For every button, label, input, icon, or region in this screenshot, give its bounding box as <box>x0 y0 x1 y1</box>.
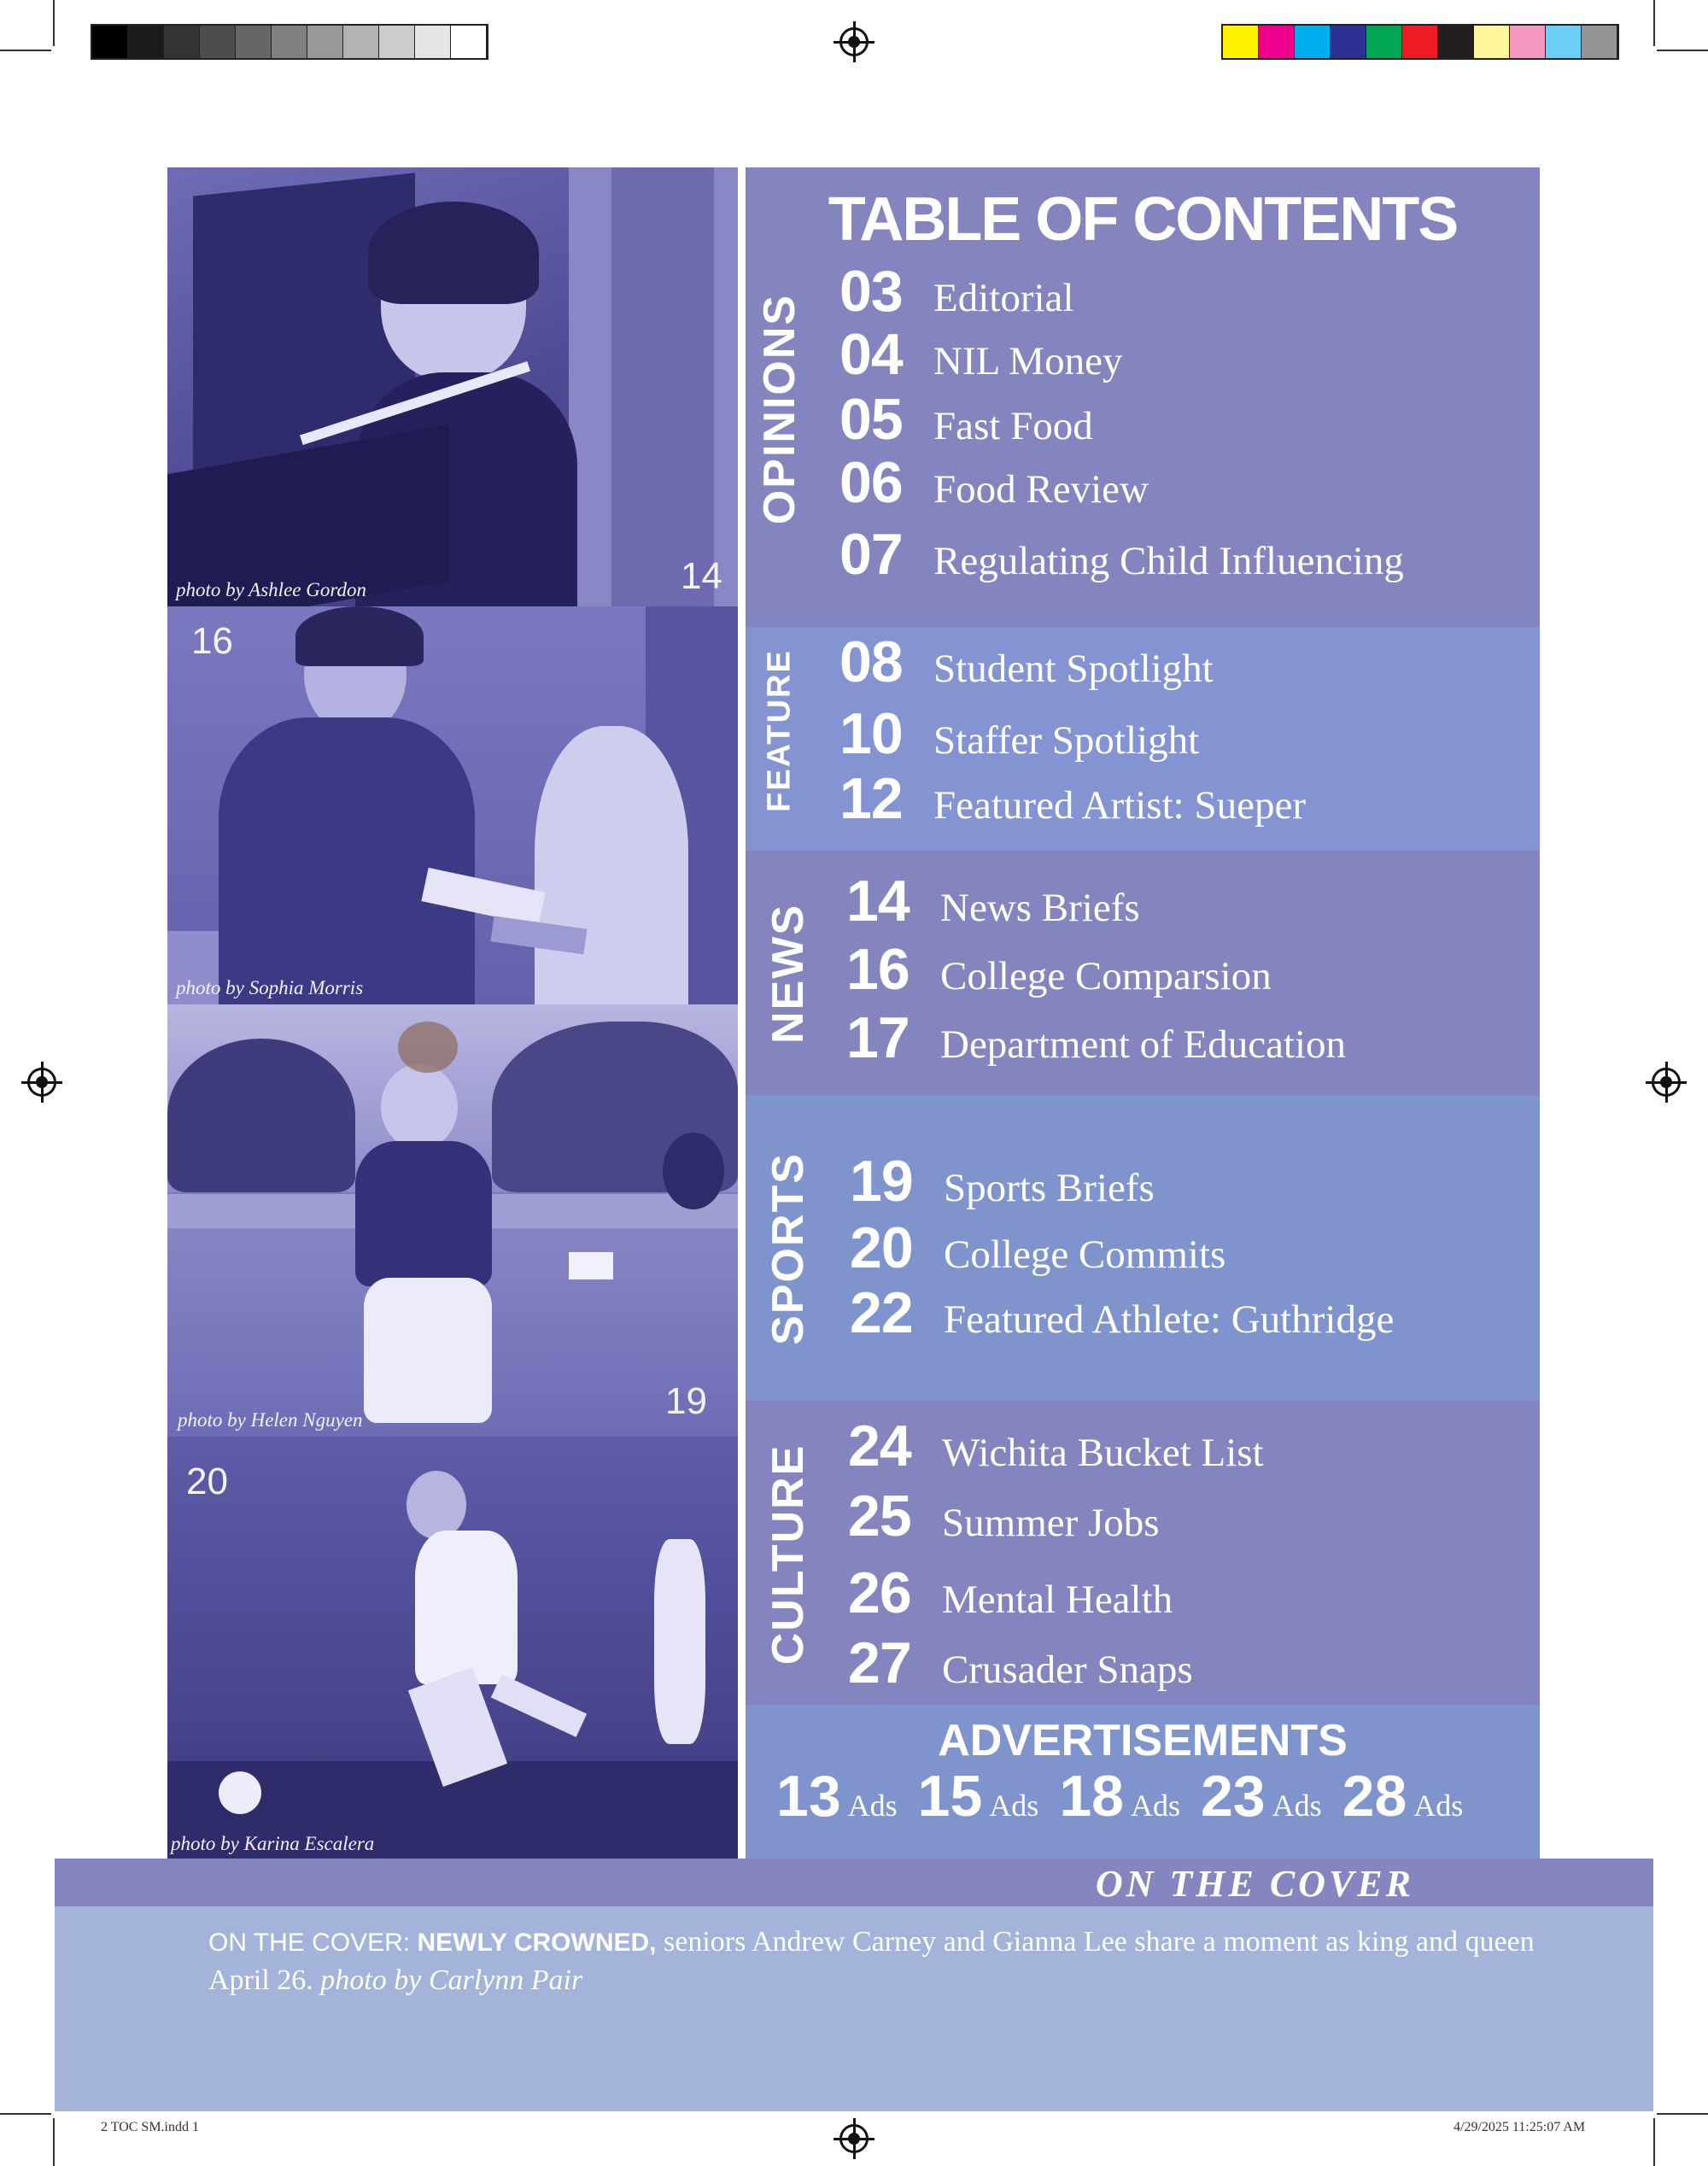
photo-page-number: 14 <box>681 555 722 597</box>
color-swatch <box>1259 26 1295 58</box>
entry-title: Crusader Snaps <box>942 1648 1193 1692</box>
page-number: 26 <box>848 1560 911 1625</box>
section-label-sports: SPORTS <box>763 1152 813 1345</box>
ads-list <box>776 1763 1483 1829</box>
crop-mark <box>1657 50 1708 51</box>
photo-page-number: 20 <box>186 1461 228 1502</box>
toc-title: TABLE OF CONTENTS <box>828 185 1458 254</box>
registration-mark-icon <box>839 27 869 56</box>
section-sports <box>746 1095 1540 1401</box>
color-swatch <box>1295 26 1331 58</box>
page-number: 15 <box>917 1764 983 1829</box>
color-swatch <box>379 26 415 58</box>
color-swatch <box>307 26 343 58</box>
process-color-bar <box>1221 24 1619 60</box>
toc-entry[interactable] <box>848 1560 1173 1626</box>
registration-mark-icon <box>1652 1068 1681 1097</box>
entry-title: Editorial <box>933 276 1074 320</box>
ad-entry[interactable] <box>1201 1763 1322 1829</box>
crop-mark <box>1657 2113 1708 2115</box>
toc-entry[interactable] <box>848 1413 1264 1479</box>
toc-entry[interactable] <box>850 1279 1394 1346</box>
slug-file-name: 2 TOC SM.indd 1 <box>101 2120 199 2134</box>
page-number: 03 <box>839 259 903 324</box>
toc-entry[interactable] <box>839 386 1093 453</box>
entry-title: Food Review <box>933 467 1149 512</box>
cover-photo-credit: photo by Carlynn Pair <box>320 1964 583 1996</box>
page-number: 10 <box>839 701 903 766</box>
section-news <box>746 851 1540 1095</box>
toc-entry[interactable] <box>848 1630 1193 1696</box>
page-number: 14 <box>846 869 910 934</box>
color-swatch <box>1366 26 1402 58</box>
section-opinions <box>746 167 1540 627</box>
color-swatch <box>200 26 236 58</box>
color-swatch <box>236 26 272 58</box>
page-number: 22 <box>850 1280 913 1345</box>
ad-entry[interactable] <box>918 1763 1039 1829</box>
page-number: 24 <box>848 1414 911 1478</box>
color-swatch <box>1510 26 1546 58</box>
ad-label: Ads <box>1272 1788 1322 1823</box>
toc-entry[interactable] <box>839 629 1214 695</box>
photo-soccer-player <box>167 1437 738 1859</box>
registration-mark-icon <box>839 2124 869 2153</box>
ad-entry[interactable] <box>776 1763 898 1829</box>
page-number: 28 <box>1342 1764 1407 1829</box>
entry-title: Regulating Child Influencing <box>933 539 1404 583</box>
photo-staffer <box>167 606 738 1004</box>
toc-entry[interactable] <box>846 868 1140 934</box>
color-swatch <box>272 26 307 58</box>
cover-caption-lead: ON THE COVER: <box>208 1929 418 1957</box>
crop-mark <box>0 2113 51 2115</box>
toc-entry[interactable] <box>839 521 1404 588</box>
gray-color-bar <box>91 24 488 60</box>
color-swatch <box>451 26 487 58</box>
entry-title: Sports Briefs <box>944 1166 1155 1210</box>
entry-title: Summer Jobs <box>942 1501 1160 1545</box>
photo-flute-player <box>167 167 738 606</box>
entry-title: Mental Health <box>942 1578 1173 1622</box>
section-culture <box>746 1401 1540 1705</box>
toc-entry[interactable] <box>848 1483 1160 1549</box>
toc-entry[interactable] <box>839 765 1306 832</box>
photo-page-number: 19 <box>665 1380 707 1422</box>
color-swatch <box>1223 26 1259 58</box>
page-number: 16 <box>846 937 910 1002</box>
ad-label: Ads <box>1130 1788 1180 1823</box>
toc-entry[interactable] <box>850 1148 1155 1215</box>
ad-entry[interactable] <box>1059 1763 1180 1829</box>
color-swatch <box>128 26 164 58</box>
section-label-news: NEWS <box>763 904 813 1044</box>
color-swatch <box>343 26 379 58</box>
entry-title: College Commits <box>944 1232 1226 1277</box>
column-divider <box>738 167 746 1859</box>
photo-page-number: 16 <box>191 620 233 662</box>
entry-title: Student Spotlight <box>933 647 1214 691</box>
page-number: 08 <box>839 629 903 694</box>
crop-mark <box>53 0 55 46</box>
color-swatch <box>1402 26 1438 58</box>
entry-title: NIL Money <box>933 339 1123 383</box>
toc-entry[interactable] <box>839 321 1122 388</box>
entry-title: Fast Food <box>933 404 1093 448</box>
toc-entry[interactable] <box>839 258 1073 325</box>
photo-credit: photo by Helen Nguyen <box>178 1409 363 1431</box>
entry-title: Department of Education <box>940 1022 1347 1067</box>
toc-entry[interactable] <box>839 449 1149 516</box>
ads-title: ADVERTISEMENTS <box>938 1716 1348 1765</box>
page-number: 12 <box>839 766 903 831</box>
page-number: 06 <box>839 450 903 515</box>
toc-entry[interactable] <box>846 936 1272 1003</box>
entry-title: Wichita Bucket List <box>942 1431 1264 1475</box>
entry-title: News Briefs <box>940 886 1140 930</box>
photo-credit: photo by Karina Escalera <box>171 1833 375 1854</box>
color-swatch <box>92 26 128 58</box>
page-number: 05 <box>839 387 903 452</box>
section-label-opinions: OPINIONS <box>755 293 804 525</box>
page-number: 19 <box>850 1149 913 1214</box>
section-advertisements <box>746 1705 1540 1859</box>
color-swatch <box>415 26 451 58</box>
crop-mark <box>1653 0 1655 46</box>
toc-entry[interactable] <box>850 1215 1225 1281</box>
entry-title: Featured Athlete: Guthridge <box>944 1297 1395 1342</box>
entry-title: Featured Artist: Sueper <box>933 783 1306 828</box>
cover-caption-bold: NEWLY CROWNED, <box>417 1929 657 1957</box>
page-number: 04 <box>839 322 903 387</box>
color-swatch <box>1474 26 1510 58</box>
cover-caption-box <box>55 1906 1653 2111</box>
page-number: 27 <box>848 1630 911 1695</box>
color-swatch <box>1331 26 1366 58</box>
ad-label: Ads <box>1413 1788 1464 1823</box>
photo-credit: photo by Sophia Morris <box>176 977 364 998</box>
section-label-feature: FEATURE <box>761 649 798 812</box>
page-number: 18 <box>1059 1764 1124 1829</box>
page-number: 23 <box>1200 1764 1266 1829</box>
page-number: 25 <box>848 1484 911 1548</box>
ad-label: Ads <box>847 1788 898 1823</box>
registration-mark-icon <box>27 1068 56 1097</box>
entry-title: Staffer Spotlight <box>933 718 1200 763</box>
page-number: 07 <box>839 522 903 587</box>
crop-mark <box>1653 2118 1655 2166</box>
section-label-culture: CULTURE <box>763 1443 813 1665</box>
ad-label: Ads <box>989 1788 1039 1823</box>
cover-heading: ON THE COVER <box>1095 1863 1414 1905</box>
toc-entry[interactable] <box>846 1004 1346 1071</box>
photo-softball-pitcher <box>167 1004 738 1437</box>
color-swatch <box>164 26 200 58</box>
slug-timestamp: 4/29/2025 11:25:07 AM <box>1454 2120 1586 2134</box>
cover-heading-band <box>55 1859 1653 1906</box>
page-number: 20 <box>850 1215 913 1280</box>
color-swatch <box>1582 26 1617 58</box>
crop-mark <box>0 50 51 51</box>
color-swatch <box>1546 26 1582 58</box>
page-number: 13 <box>776 1764 841 1829</box>
entry-title: College Comparsion <box>940 954 1272 998</box>
photo-credit: photo by Ashlee Gordon <box>176 579 366 600</box>
cover-caption-body: seniors Andrew Carney and Gianna Lee share a moment as king and queen April 26. <box>208 1926 1535 1996</box>
crop-mark <box>53 2118 55 2166</box>
cover-caption <box>208 1923 1592 1999</box>
toc-entry[interactable] <box>839 700 1199 767</box>
page-number: 17 <box>846 1005 910 1070</box>
section-feature <box>746 627 1540 851</box>
ad-entry[interactable] <box>1342 1763 1464 1829</box>
color-swatch <box>1438 26 1474 58</box>
